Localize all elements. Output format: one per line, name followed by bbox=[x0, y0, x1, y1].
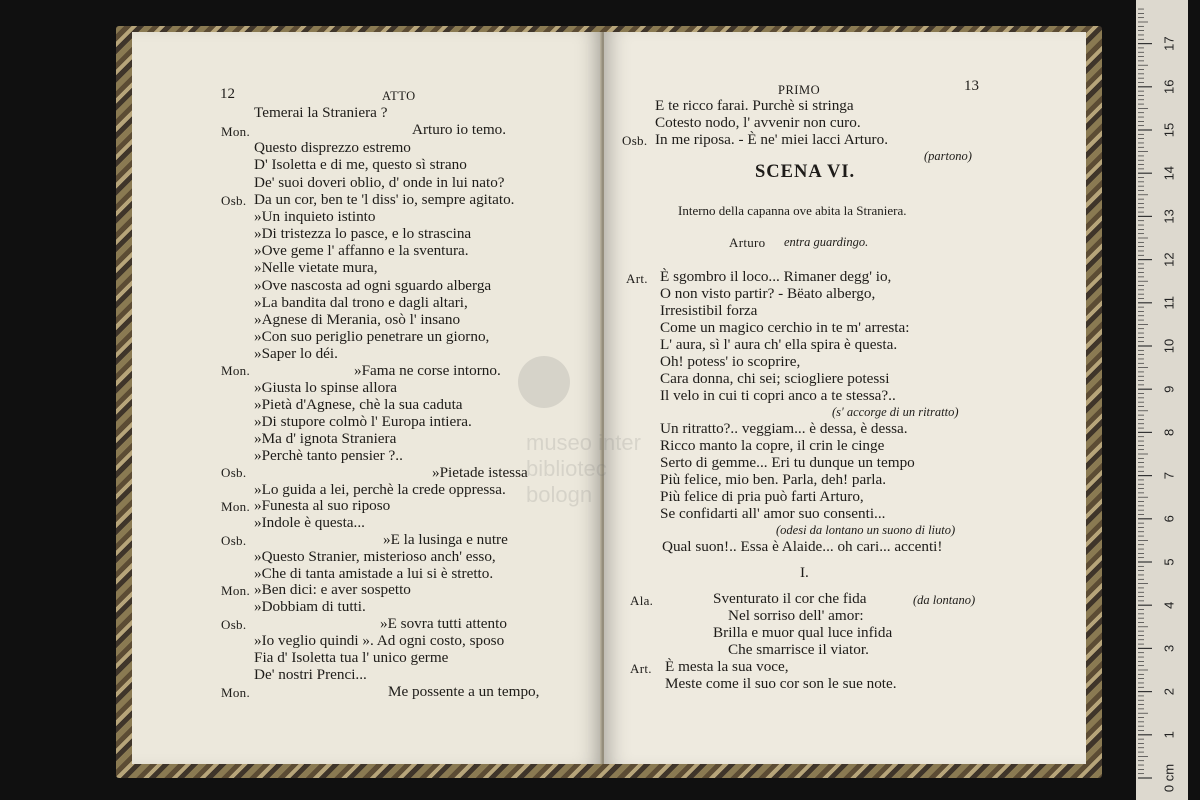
verse-line: »Pietade istessa bbox=[432, 464, 528, 481]
verse-line: Irresistibil forza bbox=[660, 302, 758, 319]
verse-line: »Che di tanta amistade a lui si è stretto. bbox=[254, 565, 494, 582]
ruler-number: 10 bbox=[1161, 338, 1177, 354]
verse-line: »La bandita dal trono e dagli altari, bbox=[254, 294, 468, 311]
verse-line: Meste come il suo cor son le sue note. bbox=[665, 675, 897, 692]
ruler-number: 15 bbox=[1161, 122, 1177, 138]
verse-line: Un ritratto?.. veggiam... è dessa, è dessa. bbox=[660, 420, 908, 437]
verse-line: »E la lusinga e nutre bbox=[383, 531, 508, 548]
right-running-head: PRIMO bbox=[778, 83, 821, 97]
verse-line: »Con suo periglio penetrare un giorno, bbox=[254, 328, 490, 345]
ruler-number: 6 bbox=[1161, 515, 1177, 523]
speaker-label: Art. bbox=[626, 271, 648, 286]
ruler-scale bbox=[1136, 0, 1188, 800]
ruler-number: 14 bbox=[1161, 165, 1177, 181]
verse-line: »Un inquieto istinto bbox=[254, 208, 376, 225]
ruler-number: 4 bbox=[1161, 601, 1177, 609]
verse-line: Arturo io temo. bbox=[412, 121, 507, 138]
verse-line: L' aura, sì l' aura ch' ella spira è questa. bbox=[660, 336, 898, 353]
verse-line: »Saper lo déi. bbox=[254, 345, 338, 362]
verse-line: Serto di gemme... Eri tu dunque un tempo bbox=[660, 454, 915, 471]
scene-setting: Interno della capanna ove abita la Straniera. bbox=[678, 203, 907, 218]
stage-direction: (partono) bbox=[924, 149, 972, 163]
ruler-number: 7 bbox=[1161, 471, 1177, 480]
verse-line: Cotesto nodo, l' avvenir non curo. bbox=[655, 114, 861, 131]
speaker-label: Osb. bbox=[221, 465, 247, 480]
ruler-number: 17 bbox=[1161, 36, 1177, 51]
verse-line: »Agnese di Merania, osò l' insano bbox=[254, 311, 461, 328]
speaker-label: Mon. bbox=[221, 499, 251, 514]
left-running-head: ATTO bbox=[382, 89, 416, 103]
ruler-number: 8 bbox=[1161, 428, 1177, 437]
verse-line: »Pietà d'Agnese, chè la sua caduta bbox=[254, 396, 463, 413]
speaker-label: Osb. bbox=[622, 133, 648, 148]
song-line: Brilla e muor qual luce infida bbox=[713, 624, 893, 641]
speaker-label: Mon. bbox=[221, 685, 251, 700]
verse-line: D' Isoletta e di me, questo sì strano bbox=[254, 156, 467, 173]
verse-line: »Nelle vietate mura, bbox=[254, 259, 378, 276]
ruler-number: 9 bbox=[1161, 385, 1177, 393]
scene-title: SCENA VI. bbox=[755, 162, 856, 182]
ruler-number: 1 bbox=[1161, 731, 1177, 739]
verse-line: Questo disprezzo estremo bbox=[254, 139, 411, 156]
left-page-number: 12 bbox=[220, 86, 235, 102]
verse-line: »Questo Stranier, misterioso anch' esso, bbox=[254, 548, 496, 565]
entrance-action: entra guardingo. bbox=[784, 235, 869, 249]
ruler-number: 12 bbox=[1161, 252, 1177, 267]
verse-line: »Perchè tanto pensier ?.. bbox=[254, 447, 403, 464]
entrance-name: Arturo bbox=[729, 235, 766, 250]
verse-line: Fia d' Isoletta tua l' unico germe bbox=[254, 649, 449, 666]
verse-line: »Ove nascosta ad ogni sguardo alberga bbox=[254, 277, 492, 294]
verse-line: Ricco manto la copre, il crin le cinge bbox=[660, 437, 885, 454]
verse-line: Cara donna, chi sei; sciogliere potessi bbox=[660, 370, 890, 387]
verse-line: O non visto partir? - Bëato albergo, bbox=[660, 285, 876, 302]
song-line: Che smarrisce il viator. bbox=[728, 641, 869, 658]
verse-line: De' nostri Prenci... bbox=[254, 666, 367, 683]
verse-line: È sgombro il loco... Rimaner degg' io, bbox=[660, 268, 892, 285]
verse-line: Più felice di pria può farti Arturo, bbox=[660, 488, 864, 505]
verse-line: »Indole è questa... bbox=[254, 514, 365, 531]
verse-line: Il velo in cui ti copri anco a te stessa?.. bbox=[660, 387, 896, 404]
song-line: Sventurato il cor che fida bbox=[713, 590, 867, 607]
speaker-label: Art. bbox=[630, 661, 652, 676]
verse-line: »Ben dici: e aver sospetto bbox=[254, 581, 411, 598]
verse-line: Oh! potess' io scoprire, bbox=[660, 353, 801, 370]
verse-line: Qual suon!.. Essa è Alaide... oh cari... accenti! bbox=[662, 538, 943, 555]
ruler-number: 16 bbox=[1161, 79, 1177, 95]
verse-line: È mesta la sua voce, bbox=[665, 658, 789, 675]
verse-line: De' suoi doveri oblio, d' onde in lui nato? bbox=[254, 174, 505, 191]
verse-line: »Dobbiam di tutti. bbox=[254, 598, 366, 615]
stage-direction: (s' accorge di un ritratto) bbox=[832, 405, 959, 419]
right-page-number: 13 bbox=[964, 78, 979, 94]
verse-line: »Giusta lo spinse allora bbox=[254, 379, 397, 396]
ruler-number: 0 cm bbox=[1161, 763, 1177, 793]
verse-line: In me riposa. - È ne' miei lacci Arturo. bbox=[655, 131, 889, 148]
verse-line: »Funesta al suo riposo bbox=[254, 497, 391, 514]
verse-line: »Ma d' ignota Straniera bbox=[254, 430, 397, 447]
speaker-label: Mon. bbox=[221, 583, 251, 598]
speaker-label: Osb. bbox=[221, 533, 247, 548]
speaker-label: Osb. bbox=[221, 617, 247, 632]
speaker-label: Mon. bbox=[221, 363, 251, 378]
verse-line: »Fama ne corse intorno. bbox=[354, 362, 501, 379]
verse-line: »Io veglio quindi ». Ad ogni costo, sposo bbox=[254, 632, 505, 649]
verse-line: »Di tristezza lo pasce, e lo strascina bbox=[254, 225, 472, 242]
ruler-number: 2 bbox=[1161, 687, 1177, 696]
ruler-number: 5 bbox=[1161, 558, 1177, 566]
speaker-label: Ala. bbox=[630, 593, 654, 608]
ruler-number: 3 bbox=[1161, 644, 1177, 653]
stage-direction: (da lontano) bbox=[913, 593, 976, 607]
verse-line: »Di stupore colmò l' Europa intiera. bbox=[254, 413, 472, 430]
song-line: Nel sorriso dell' amor: bbox=[728, 607, 864, 624]
measuring-ruler bbox=[1136, 0, 1188, 800]
ruler-number: 11 bbox=[1161, 296, 1177, 310]
verse-line: Come un magico cerchio in te m' arresta: bbox=[660, 319, 910, 336]
speaker-label: Mon. bbox=[221, 124, 251, 139]
verse-line: »Lo guida a lei, perchè la crede oppressa. bbox=[254, 481, 506, 498]
verse-line: Se confidarti all' amor suo consenti... bbox=[660, 505, 886, 522]
stage-direction: (odesi da lontano un suono di liuto) bbox=[776, 523, 956, 537]
verse-line: Da un cor, ben te 'l diss' io, sempre agitato. bbox=[254, 191, 515, 208]
verse-line: »Ove geme l' affanno e la sventura. bbox=[254, 242, 469, 259]
ruler-number: 13 bbox=[1161, 209, 1177, 224]
verse-line: E te ricco farai. Purchè si stringa bbox=[655, 97, 854, 114]
verse-line: »E sovra tutti attento bbox=[380, 615, 507, 632]
verse-line: Più felice, mio ben. Parla, deh! parla. bbox=[660, 471, 887, 488]
section-number: I. bbox=[800, 564, 809, 581]
speaker-label: Osb. bbox=[221, 193, 247, 208]
verse-line: Temerai la Straniera ? bbox=[254, 104, 388, 121]
verse-line: Me possente a un tempo, bbox=[388, 683, 540, 700]
